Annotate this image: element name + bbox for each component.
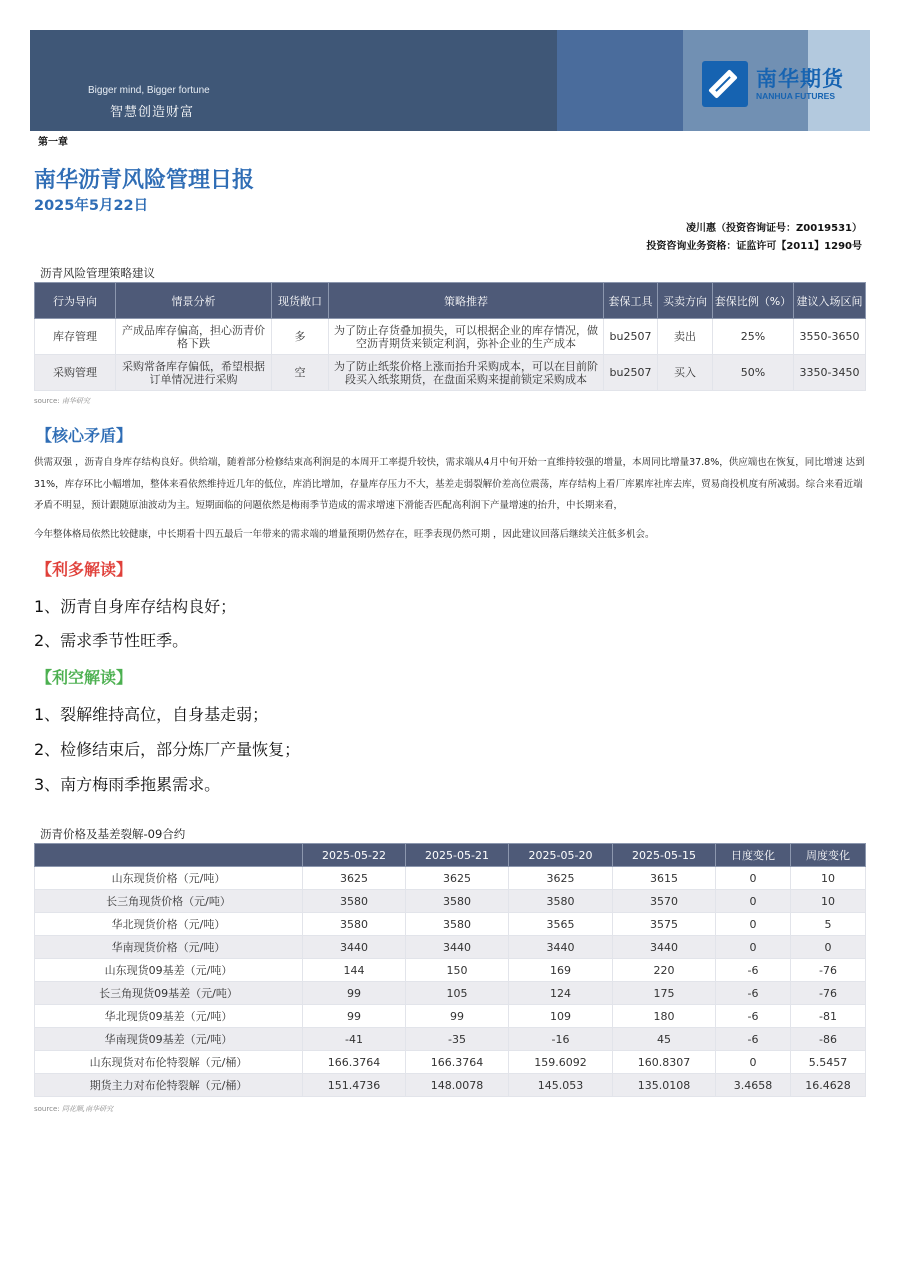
column-header: 行为导向 [35, 283, 116, 319]
table-cell: 空 [272, 355, 329, 391]
column-header: 周度变化 [791, 844, 866, 867]
column-header: 2025-05-20 [509, 844, 613, 867]
table-header-row [35, 283, 866, 319]
table-cell: 为了防止存货叠加损失，可以根据企业的库存情况，做空沥青期货来锁定利润，弥补企业的生产成本 [329, 319, 604, 355]
table-cell: 166.3764 [406, 1051, 509, 1074]
column-header: 2025-05-15 [613, 844, 716, 867]
table-cell: -16 [509, 1028, 613, 1051]
bullish-heading: 【利多解读】 [36, 560, 133, 579]
table-row [35, 1005, 866, 1028]
table-header-row [35, 844, 866, 867]
author-info: 凌川惠（投资咨询证号：Z0019531） [686, 223, 862, 234]
table-cell: 0 [716, 1051, 791, 1074]
logo-en: NANHUA FUTURES [756, 91, 836, 101]
price-table-caption: 沥青价格及基差裂解-09合约 [40, 827, 186, 841]
banner-band-dark [30, 30, 557, 131]
table-row [35, 913, 866, 936]
table-cell: 0 [716, 913, 791, 936]
table-cell: -35 [406, 1028, 509, 1051]
row-label: 华北现货09基差（元/吨） [35, 1005, 303, 1028]
core-heading: 【核心矛盾】 [36, 426, 133, 445]
company-logo [702, 60, 844, 108]
strategy-table-source: source: 南华研究 [34, 397, 90, 405]
table-cell: 109 [509, 1005, 613, 1028]
table-cell: 3580 [303, 913, 406, 936]
table-cell: 105 [406, 982, 509, 1005]
table-cell: 采购常备库存偏低，希望根据订单情况进行采购 [116, 355, 272, 391]
bullish-item: 1、沥青自身库存结构良好； [34, 597, 237, 616]
table-row [35, 982, 866, 1005]
table-cell: 0 [716, 890, 791, 913]
table-cell: 160.8307 [613, 1051, 716, 1074]
table-cell: 3580 [509, 890, 613, 913]
table-cell: 多 [272, 319, 329, 355]
column-header: 套保比例（%） [713, 283, 794, 319]
table-cell: 3565 [509, 913, 613, 936]
table-cell: 144 [303, 959, 406, 982]
table-cell: -41 [303, 1028, 406, 1051]
table-row [35, 936, 866, 959]
table-cell: 3615 [613, 867, 716, 890]
table-cell: 3580 [303, 890, 406, 913]
row-label: 华南现货价格（元/吨） [35, 936, 303, 959]
table-cell: 3625 [406, 867, 509, 890]
price-table [34, 843, 866, 1097]
table-cell: 5.5457 [791, 1051, 866, 1074]
bearish-item: 2、检修结束后，部分炼厂产量恢复； [34, 740, 301, 759]
table-cell: 169 [509, 959, 613, 982]
table-cell: -6 [716, 982, 791, 1005]
table-cell: 3440 [613, 936, 716, 959]
column-header: 买卖方向 [658, 283, 713, 319]
table-cell: 0 [716, 867, 791, 890]
banner-band-mid [557, 30, 683, 131]
table-cell: 卖出 [658, 319, 713, 355]
table-row [35, 959, 866, 982]
table-cell: 3625 [509, 867, 613, 890]
table-cell: 99 [303, 1005, 406, 1028]
column-header: 情景分析 [116, 283, 272, 319]
report-date: 2025年5月22日 [34, 198, 149, 214]
column-header: 2025-05-22 [303, 844, 406, 867]
row-label: 山东现货09基差（元/吨） [35, 959, 303, 982]
price-table-source: source: 同花顺,南华研究 [34, 1105, 114, 1113]
table-cell: 175 [613, 982, 716, 1005]
table-cell: 124 [509, 982, 613, 1005]
table-cell: 采购管理 [35, 355, 116, 391]
table-cell: bu2507 [604, 319, 658, 355]
bearish-item: 1、裂解维持高位，自身基走弱； [34, 705, 269, 724]
row-label: 华北现货价格（元/吨） [35, 913, 303, 936]
table-cell: 150 [406, 959, 509, 982]
column-header: 2025-05-21 [406, 844, 509, 867]
table-cell: 50% [713, 355, 794, 391]
table-cell: 3550-3650 [794, 319, 866, 355]
table-cell: 99 [406, 1005, 509, 1028]
core-paragraph-1: 供需双强 ，沥青自身库存结构良好。供给端，随着部分检修结束高利润是的本周开工率提升较快，需求端从4月中旬开始一直维持较强的增量，本周同比增量37.8%，供应端也在恢复，同比增速 达到31%，库存环比小幅增加，整体来看依然维持近几年的低位，库消比增加，存量库存压力不大，基差走弱裂解价差高位震荡，库存结构上看厂库累库社库去库，贸易商投机度有所减弱。综合来看近端矛盾不明显，预计跟随原油波动为主。短期面临的问题依然是梅雨季节造成的需求增速下滑能否匹配高利润下产量增速的抬升，中长期来看， [34, 457, 865, 511]
table-cell: 220 [613, 959, 716, 982]
table-cell: 3575 [613, 913, 716, 936]
logo-cn: 南华期货 [756, 67, 844, 91]
table-cell: bu2507 [604, 355, 658, 391]
table-cell: 3440 [303, 936, 406, 959]
core-paragraph-2: 今年整体格局依然比较健康，中长期看十四五最后一年带来的需求端的增量预期仍然存在，旺季表现仍然可期 ，因此建议回落后继续关注低多机会。 [34, 529, 655, 540]
table-cell: 10 [791, 890, 866, 913]
table-cell: 3440 [509, 936, 613, 959]
table-row [35, 319, 866, 355]
table-cell: 3580 [406, 890, 509, 913]
table-cell: -6 [716, 959, 791, 982]
table-cell: 产成品库存偏高，担心沥青价格下跌 [116, 319, 272, 355]
logo-mark-icon [702, 61, 748, 107]
table-row [35, 1028, 866, 1051]
table-cell: 99 [303, 982, 406, 1005]
table-row [35, 890, 866, 913]
report-title: 南华沥青风险管理日报 [34, 168, 255, 193]
table-cell: 135.0108 [613, 1074, 716, 1097]
table-row [35, 867, 866, 890]
column-header: 现货敞口 [272, 283, 329, 319]
column-header [35, 844, 303, 867]
table-cell: 买入 [658, 355, 713, 391]
row-label: 华南现货09基差（元/吨） [35, 1028, 303, 1051]
column-header: 策略推荐 [329, 283, 604, 319]
table-cell: 0 [716, 936, 791, 959]
bearish-heading: 【利空解读】 [36, 668, 133, 687]
bearish-item: 3、南方梅雨季拖累需求。 [34, 775, 221, 794]
row-label: 长三角现货价格（元/吨） [35, 890, 303, 913]
table-cell: 145.053 [509, 1074, 613, 1097]
table-cell: 3350-3450 [794, 355, 866, 391]
table-cell: -76 [791, 982, 866, 1005]
chapter-label: 第一章 [38, 137, 68, 148]
slogan-en: Bigger mind, Bigger fortune [88, 85, 210, 96]
table-cell: 25% [713, 319, 794, 355]
table-cell: 5 [791, 913, 866, 936]
table-cell: -6 [716, 1028, 791, 1051]
table-cell: 3440 [406, 936, 509, 959]
table-cell: 10 [791, 867, 866, 890]
table-cell: -6 [716, 1005, 791, 1028]
table-cell: -86 [791, 1028, 866, 1051]
table-cell: 166.3764 [303, 1051, 406, 1074]
table-cell: 16.4628 [791, 1074, 866, 1097]
row-label: 期货主力对布伦特裂解（元/桶） [35, 1074, 303, 1097]
table-row [35, 1074, 866, 1097]
table-cell: 为了防止纸浆价格上涨而抬升采购成本，可以在目前阶段买入纸浆期货，在盘面采购来提前锁定采购成本 [329, 355, 604, 391]
column-header: 日度变化 [716, 844, 791, 867]
slogan-cn: 智慧创造财富 [110, 105, 195, 120]
table-cell: 45 [613, 1028, 716, 1051]
table-cell: 180 [613, 1005, 716, 1028]
license-info: 投资咨询业务资格：证监许可【2011】1290号 [646, 241, 862, 252]
header-banner [30, 30, 870, 131]
column-header: 建议入场区间 [794, 283, 866, 319]
table-cell: 0 [791, 936, 866, 959]
column-header: 套保工具 [604, 283, 658, 319]
row-label: 长三角现货09基差（元/吨） [35, 982, 303, 1005]
table-cell: 159.6092 [509, 1051, 613, 1074]
table-row [35, 355, 866, 391]
strategy-table-caption: 沥青风险管理策略建议 [40, 266, 155, 280]
row-label: 山东现货对布伦特裂解（元/桶） [35, 1051, 303, 1074]
table-cell: 3625 [303, 867, 406, 890]
bullish-item: 2、需求季节性旺季。 [34, 631, 189, 650]
table-cell: 3570 [613, 890, 716, 913]
row-label: 山东现货价格（元/吨） [35, 867, 303, 890]
table-cell: 3580 [406, 913, 509, 936]
table-cell: 3.4658 [716, 1074, 791, 1097]
table-cell: 库存管理 [35, 319, 116, 355]
table-cell: 148.0078 [406, 1074, 509, 1097]
table-cell: -76 [791, 959, 866, 982]
strategy-table [34, 282, 866, 391]
table-cell: -81 [791, 1005, 866, 1028]
table-cell: 151.4736 [303, 1074, 406, 1097]
table-row [35, 1051, 866, 1074]
